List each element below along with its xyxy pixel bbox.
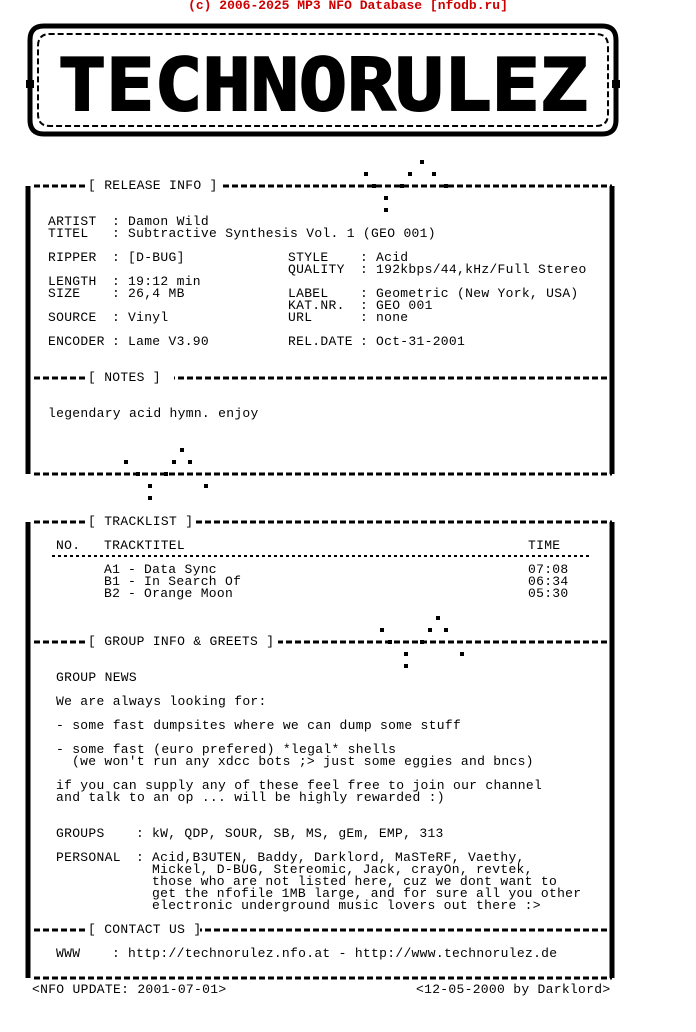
section-release-info: [ RELEASE INFO ] [88, 178, 218, 193]
size-value: 26,4 MB [128, 286, 185, 301]
style-value: Acid [376, 250, 409, 265]
group-item-2-note: (we won't run any xdcc bots ;> just some eggies and bncs) [72, 754, 534, 769]
quality-label: QUALITY [288, 262, 345, 277]
dot [148, 496, 152, 500]
dot [136, 472, 140, 476]
dot [204, 484, 208, 488]
group-item-2: - some fast (euro prefered) *legal* shells [56, 742, 397, 757]
personal-line: electronic underground music lovers out there :> [152, 898, 541, 913]
section-tracklist: [ TRACKLIST ] [88, 514, 194, 529]
ripper-label: RIPPER [48, 250, 97, 265]
personal-line: Acid,B3UTEN, Baddy, Darklord, MaSTeRF, Vaethy, [152, 850, 525, 865]
personal-line: Mickel, D-BUG, Stereomic, Jack, crayOn, revtek, [152, 862, 533, 877]
group-item-1: - some fast dumpsites where we can dump some stuff [56, 718, 462, 733]
dot [164, 472, 168, 476]
label-label: LABEL [288, 286, 329, 301]
reldate-label: REL.DATE [288, 334, 353, 349]
track-no: B2 [104, 586, 121, 601]
dot [380, 628, 384, 632]
dot [460, 652, 464, 656]
artist-value: Damon Wild [128, 214, 210, 229]
dot [408, 172, 412, 176]
notes-text: legendary acid hymn. enjoy [48, 406, 259, 421]
groups-label: GROUPS [56, 826, 105, 841]
dot [432, 172, 436, 176]
group-looking: We are always looking for: [56, 694, 267, 709]
dot [444, 184, 448, 188]
size-label: SIZE [48, 286, 81, 301]
footer-credit: <12-05-2000 by Darklord> [416, 982, 611, 997]
dot [148, 484, 152, 488]
track-no: A1 [104, 562, 121, 577]
dot [188, 460, 192, 464]
url-label: URL [288, 310, 313, 325]
dot [172, 460, 176, 464]
length-value: 19:12 min [128, 274, 201, 289]
dot [384, 196, 388, 200]
copyright-header: (c) 2006-2025 MP3 NFO Database [nfodb.ru] [188, 0, 508, 13]
logo [26, 26, 620, 134]
dot [124, 460, 128, 464]
artist-label: ARTIST [48, 214, 97, 229]
groups-value: kW, QDP, SOUR, SB, MS, gEm, EMP, 313 [152, 826, 444, 841]
url-value: none [376, 310, 409, 325]
section-notes: [ NOTES ] [88, 370, 161, 385]
dot [364, 172, 368, 176]
dot [400, 184, 404, 188]
track-title: Data Sync [144, 562, 217, 577]
label-value: Geometric (New York, USA) [376, 286, 579, 301]
dot [404, 652, 408, 656]
group-supply-2: and talk to an op ... will be highly rewarded :) [56, 790, 445, 805]
dot [420, 640, 424, 644]
dot [372, 184, 376, 188]
dot [444, 628, 448, 632]
katnr-label: KAT.NR. [288, 298, 345, 313]
katnr-value: GEO 001 [376, 298, 433, 313]
source-label: SOURCE [48, 310, 97, 325]
dot [420, 160, 424, 164]
source-value: Vinyl [128, 310, 169, 325]
dot [388, 640, 392, 644]
track-title: In Search Of [144, 574, 242, 589]
logo-text: TECHNORULEZ [58, 43, 588, 127]
track-time: 06:34 [528, 574, 569, 589]
length-label: LENGTH [48, 274, 97, 289]
group-news-title: GROUP NEWS [56, 670, 138, 685]
ripper-value: [D-BUG] [128, 250, 185, 265]
dot [428, 628, 432, 632]
track-time: 07:08 [528, 562, 569, 577]
track-time: 05:30 [528, 586, 569, 601]
track-title: Orange Moon [144, 586, 234, 601]
dot [436, 616, 440, 620]
dot [384, 208, 388, 212]
personal-line: those who are not listed here, cuz we dont want to [152, 874, 558, 889]
dot [404, 664, 408, 668]
col-title-header: TRACKTITEL [104, 538, 186, 553]
quality-value: 192kbps/44,kHz/Full Stereo [376, 262, 587, 277]
encoder-value: Lame V3.90 [128, 334, 210, 349]
footer-update: <NFO UPDATE: 2001-07-01> [32, 982, 227, 997]
section-contact: [ CONTACT US ] [88, 922, 202, 937]
encoder-label: ENCODER [48, 334, 105, 349]
style-label: STYLE [288, 250, 329, 265]
titel-label: TITEL [48, 226, 89, 241]
titel-value: Subtractive Synthesis Vol. 1 (GEO 001) [128, 226, 436, 241]
personal-label: PERSONAL [56, 850, 121, 865]
www-links[interactable]: http://technorulez.nfo.at - http://www.technorulez.de [128, 946, 558, 961]
dot [180, 448, 184, 452]
group-supply-1: if you can supply any of these feel free to join our channel [56, 778, 543, 793]
reldate-value: Oct-31-2001 [376, 334, 466, 349]
section-group-info: [ GROUP INFO & GREETS ] [88, 634, 275, 649]
col-no-header: NO. [56, 538, 81, 553]
col-time-header: TIME [528, 538, 561, 553]
www-label: WWW [56, 946, 81, 961]
personal-line: get the nfofile 1MB large, and for sure all you other [152, 886, 582, 901]
track-no: B1 [104, 574, 121, 589]
